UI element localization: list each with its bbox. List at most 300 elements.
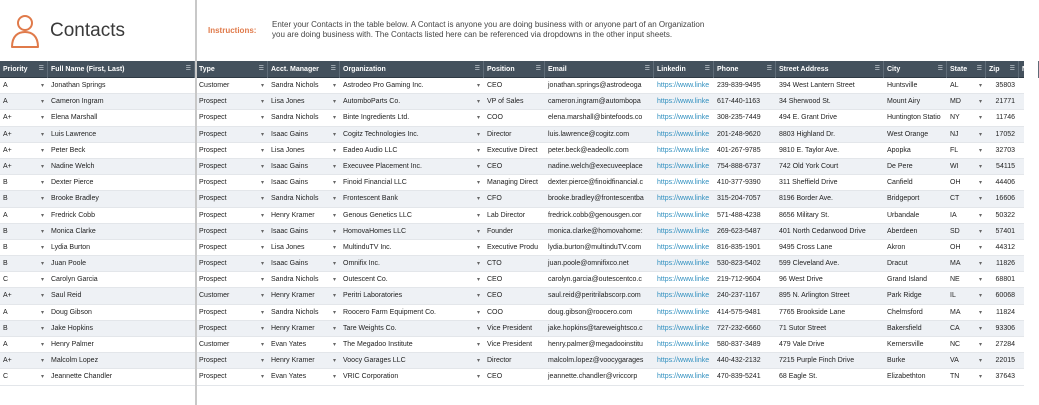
cell-name[interactable]: [48, 288, 195, 304]
cell-phone[interactable]: [714, 110, 776, 126]
cell-email[interactable]: [545, 127, 654, 143]
cell-type[interactable]: [196, 224, 268, 240]
chevron-down-icon[interactable]: ▾: [332, 83, 336, 89]
cell-state[interactable]: [947, 159, 986, 175]
cell-street[interactable]: [776, 191, 884, 207]
cell-state[interactable]: [947, 94, 986, 110]
chevron-down-icon[interactable]: ▾: [978, 342, 982, 348]
cell-linkedin[interactable]: [654, 321, 714, 337]
chevron-down-icon[interactable]: ▾: [476, 228, 480, 235]
filter-icon[interactable]: ☰: [38, 66, 44, 72]
chevron-down-icon[interactable]: ▾: [332, 325, 336, 332]
filter-icon[interactable]: ☰: [330, 66, 336, 72]
cell-street[interactable]: [776, 288, 884, 304]
cell-city[interactable]: [884, 337, 947, 353]
chevron-down-icon[interactable]: ▾: [332, 277, 336, 284]
cell-email[interactable]: [545, 369, 654, 385]
chevron-down-icon[interactable]: ▾: [332, 115, 336, 122]
filter-icon[interactable]: ☰: [976, 66, 982, 72]
cell-phone[interactable]: [714, 78, 776, 94]
chevron-down-icon[interactable]: ▾: [40, 309, 44, 316]
cell-type[interactable]: [196, 256, 268, 272]
cell-email[interactable]: [545, 256, 654, 272]
cell-state[interactable]: [947, 321, 986, 337]
cell-street[interactable]: [776, 127, 884, 143]
chevron-down-icon[interactable]: ▾: [978, 374, 982, 381]
cell-priority[interactable]: [0, 127, 48, 143]
cell-email[interactable]: [545, 191, 654, 207]
cell-email[interactable]: [545, 78, 654, 94]
column-header-org[interactable]: [340, 61, 484, 78]
cell-email[interactable]: [545, 110, 654, 126]
cell-name[interactable]: [48, 321, 195, 337]
cell-state[interactable]: [947, 256, 986, 272]
cell-phone[interactable]: [714, 369, 776, 385]
chevron-down-icon[interactable]: ▾: [476, 163, 480, 170]
cell-state[interactable]: [947, 224, 986, 240]
cell-state[interactable]: [947, 240, 986, 256]
cell-manager[interactable]: [268, 305, 340, 321]
chevron-down-icon[interactable]: ▾: [260, 261, 264, 268]
cell-state[interactable]: [947, 208, 986, 224]
chevron-down-icon[interactable]: ▾: [332, 342, 336, 348]
chevron-down-icon[interactable]: ▾: [476, 180, 480, 187]
cell-position[interactable]: [484, 288, 545, 304]
cell-priority[interactable]: [0, 240, 48, 256]
cell-linkedin[interactable]: [654, 127, 714, 143]
cell-phone[interactable]: [714, 256, 776, 272]
table-row[interactable]: [0, 78, 1024, 94]
cell-name[interactable]: [48, 143, 195, 159]
cell-name[interactable]: [48, 256, 195, 272]
cell-zip[interactable]: [986, 272, 1019, 288]
cell-name[interactable]: [48, 175, 195, 191]
chevron-down-icon[interactable]: ▾: [260, 244, 264, 251]
chevron-down-icon[interactable]: ▾: [40, 212, 44, 219]
cell-org[interactable]: [340, 224, 484, 240]
chevron-down-icon[interactable]: ▾: [260, 309, 264, 316]
cell-state[interactable]: [947, 78, 986, 94]
cell-phone[interactable]: [714, 337, 776, 353]
cell-state[interactable]: [947, 143, 986, 159]
chevron-down-icon[interactable]: ▾: [260, 196, 264, 203]
cell-state[interactable]: [947, 127, 986, 143]
cell-position[interactable]: [484, 369, 545, 385]
cell-priority[interactable]: [0, 143, 48, 159]
cell-priority[interactable]: [0, 321, 48, 337]
cell-city[interactable]: [884, 110, 947, 126]
chevron-down-icon[interactable]: ▾: [978, 163, 982, 170]
cell-type[interactable]: [196, 305, 268, 321]
chevron-down-icon[interactable]: ▾: [476, 325, 480, 332]
table-row[interactable]: [0, 143, 1024, 159]
cell-zip[interactable]: [986, 321, 1019, 337]
cell-phone[interactable]: [714, 240, 776, 256]
cell-manager[interactable]: [268, 272, 340, 288]
cell-phone[interactable]: [714, 127, 776, 143]
chevron-down-icon[interactable]: ▾: [332, 293, 336, 300]
filter-icon[interactable]: ☰: [535, 66, 541, 72]
chevron-down-icon[interactable]: ▾: [978, 131, 982, 138]
chevron-down-icon[interactable]: ▾: [476, 309, 480, 316]
cell-org[interactable]: [340, 305, 484, 321]
cell-city[interactable]: [884, 143, 947, 159]
cell-position[interactable]: [484, 208, 545, 224]
cell-city[interactable]: [884, 94, 947, 110]
filter-icon[interactable]: ☰: [644, 66, 650, 72]
table-row[interactable]: [0, 159, 1024, 175]
cell-org[interactable]: [340, 143, 484, 159]
cell-city[interactable]: [884, 78, 947, 94]
cell-manager[interactable]: [268, 127, 340, 143]
cell-email[interactable]: [545, 94, 654, 110]
chevron-down-icon[interactable]: ▾: [332, 309, 336, 316]
cell-type[interactable]: [196, 110, 268, 126]
table-row[interactable]: [0, 337, 1024, 353]
cell-priority[interactable]: [0, 305, 48, 321]
cell-email[interactable]: [545, 305, 654, 321]
cell-email[interactable]: [545, 272, 654, 288]
cell-zip[interactable]: [986, 305, 1019, 321]
cell-state[interactable]: [947, 305, 986, 321]
cell-manager[interactable]: [268, 337, 340, 353]
cell-linkedin[interactable]: [654, 288, 714, 304]
chevron-down-icon[interactable]: ▾: [476, 293, 480, 300]
chevron-down-icon[interactable]: ▾: [40, 131, 44, 138]
chevron-down-icon[interactable]: ▾: [978, 99, 982, 106]
cell-email[interactable]: [545, 208, 654, 224]
filter-icon[interactable]: ☰: [937, 66, 943, 72]
table-row[interactable]: [0, 288, 1024, 304]
cell-type[interactable]: [196, 159, 268, 175]
cell-type[interactable]: [196, 143, 268, 159]
cell-zip[interactable]: [986, 143, 1019, 159]
cell-street[interactable]: [776, 143, 884, 159]
chevron-down-icon[interactable]: ▾: [332, 358, 336, 365]
cell-street[interactable]: [776, 224, 884, 240]
cell-linkedin[interactable]: [654, 94, 714, 110]
cell-org[interactable]: [340, 175, 484, 191]
chevron-down-icon[interactable]: ▾: [978, 309, 982, 316]
chevron-down-icon[interactable]: ▾: [40, 342, 44, 348]
chevron-down-icon[interactable]: ▾: [476, 261, 480, 268]
cell-manager[interactable]: [268, 191, 340, 207]
cell-priority[interactable]: [0, 337, 48, 353]
chevron-down-icon[interactable]: ▾: [978, 244, 982, 251]
filter-icon[interactable]: ☰: [704, 66, 710, 72]
cell-email[interactable]: [545, 288, 654, 304]
cell-org[interactable]: [340, 191, 484, 207]
cell-position[interactable]: [484, 305, 545, 321]
chevron-down-icon[interactable]: ▾: [260, 342, 264, 348]
cell-org[interactable]: [340, 337, 484, 353]
cell-position[interactable]: [484, 175, 545, 191]
cell-position[interactable]: [484, 94, 545, 110]
column-header-type[interactable]: [196, 61, 268, 78]
chevron-down-icon[interactable]: ▾: [40, 293, 44, 300]
cell-zip[interactable]: [986, 159, 1019, 175]
chevron-down-icon[interactable]: ▾: [260, 147, 264, 154]
cell-zip[interactable]: [986, 208, 1019, 224]
chevron-down-icon[interactable]: ▾: [332, 180, 336, 187]
chevron-down-icon[interactable]: ▾: [476, 212, 480, 219]
cell-manager[interactable]: [268, 175, 340, 191]
cell-phone[interactable]: [714, 208, 776, 224]
cell-street[interactable]: [776, 78, 884, 94]
cell-phone[interactable]: [714, 272, 776, 288]
chevron-down-icon[interactable]: ▾: [40, 196, 44, 203]
cell-phone[interactable]: [714, 224, 776, 240]
table-row[interactable]: [0, 369, 1024, 385]
cell-phone[interactable]: [714, 159, 776, 175]
cell-linkedin[interactable]: [654, 143, 714, 159]
column-header-zip[interactable]: [986, 61, 1019, 78]
column-header-phone[interactable]: [714, 61, 776, 78]
column-header-state[interactable]: [947, 61, 986, 78]
cell-linkedin[interactable]: [654, 224, 714, 240]
cell-state[interactable]: [947, 353, 986, 369]
column-header-street[interactable]: [776, 61, 884, 78]
chevron-down-icon[interactable]: ▾: [332, 163, 336, 170]
cell-email[interactable]: [545, 337, 654, 353]
chevron-down-icon[interactable]: ▾: [332, 131, 336, 138]
cell-manager[interactable]: [268, 208, 340, 224]
chevron-down-icon[interactable]: ▾: [978, 261, 982, 268]
chevron-down-icon[interactable]: ▾: [978, 115, 982, 122]
filter-icon[interactable]: ☰: [1009, 66, 1015, 72]
cell-manager[interactable]: [268, 353, 340, 369]
chevron-down-icon[interactable]: ▾: [476, 131, 480, 138]
chevron-down-icon[interactable]: ▾: [476, 342, 480, 348]
chevron-down-icon[interactable]: ▾: [40, 99, 44, 106]
chevron-down-icon[interactable]: ▾: [260, 212, 264, 219]
cell-phone[interactable]: [714, 191, 776, 207]
chevron-down-icon[interactable]: ▾: [40, 147, 44, 154]
cell-zip[interactable]: [986, 337, 1019, 353]
cell-state[interactable]: [947, 175, 986, 191]
cell-org[interactable]: [340, 94, 484, 110]
cell-linkedin[interactable]: [654, 110, 714, 126]
freeze-pane-divider[interactable]: [195, 0, 197, 405]
cell-org[interactable]: [340, 240, 484, 256]
table-row[interactable]: [0, 110, 1024, 126]
chevron-down-icon[interactable]: ▾: [260, 131, 264, 138]
cell-zip[interactable]: [986, 127, 1019, 143]
cell-linkedin[interactable]: [654, 159, 714, 175]
chevron-down-icon[interactable]: ▾: [260, 325, 264, 332]
table-row[interactable]: [0, 256, 1024, 272]
filter-icon[interactable]: ☰: [766, 66, 772, 72]
cell-linkedin[interactable]: [654, 337, 714, 353]
cell-priority[interactable]: [0, 369, 48, 385]
table-row[interactable]: [0, 240, 1024, 256]
chevron-down-icon[interactable]: ▾: [978, 277, 982, 284]
cell-zip[interactable]: [986, 353, 1019, 369]
cell-org[interactable]: [340, 272, 484, 288]
cell-org[interactable]: [340, 353, 484, 369]
chevron-down-icon[interactable]: ▾: [332, 212, 336, 219]
chevron-down-icon[interactable]: ▾: [978, 196, 982, 203]
cell-street[interactable]: [776, 175, 884, 191]
cell-city[interactable]: [884, 224, 947, 240]
chevron-down-icon[interactable]: ▾: [260, 180, 264, 187]
filter-icon[interactable]: ☰: [258, 66, 264, 72]
table-row[interactable]: [0, 224, 1024, 240]
cell-zip[interactable]: [986, 288, 1019, 304]
cell-email[interactable]: [545, 240, 654, 256]
cell-position[interactable]: [484, 159, 545, 175]
cell-type[interactable]: [196, 175, 268, 191]
chevron-down-icon[interactable]: ▾: [260, 115, 264, 122]
cell-city[interactable]: [884, 288, 947, 304]
cell-linkedin[interactable]: [654, 175, 714, 191]
cell-manager[interactable]: [268, 78, 340, 94]
cell-state[interactable]: [947, 337, 986, 353]
cell-linkedin[interactable]: [654, 191, 714, 207]
cell-name[interactable]: [48, 127, 195, 143]
chevron-down-icon[interactable]: ▾: [40, 261, 44, 268]
cell-street[interactable]: [776, 353, 884, 369]
filter-icon[interactable]: ☰: [185, 66, 191, 72]
cell-linkedin[interactable]: [654, 240, 714, 256]
column-header-manager[interactable]: [268, 61, 340, 78]
cell-city[interactable]: [884, 369, 947, 385]
cell-priority[interactable]: [0, 224, 48, 240]
cell-name[interactable]: [48, 78, 195, 94]
cell-state[interactable]: [947, 191, 986, 207]
cell-phone[interactable]: [714, 288, 776, 304]
cell-email[interactable]: [545, 143, 654, 159]
cell-org[interactable]: [340, 208, 484, 224]
chevron-down-icon[interactable]: ▾: [476, 83, 480, 89]
cell-state[interactable]: [947, 288, 986, 304]
cell-org[interactable]: [340, 78, 484, 94]
cell-position[interactable]: [484, 272, 545, 288]
cell-type[interactable]: [196, 127, 268, 143]
chevron-down-icon[interactable]: ▾: [40, 163, 44, 170]
cell-manager[interactable]: [268, 159, 340, 175]
cell-city[interactable]: [884, 175, 947, 191]
cell-street[interactable]: [776, 256, 884, 272]
cell-zip[interactable]: [986, 191, 1019, 207]
cell-state[interactable]: [947, 272, 986, 288]
cell-manager[interactable]: [268, 110, 340, 126]
chevron-down-icon[interactable]: ▾: [40, 180, 44, 187]
cell-street[interactable]: [776, 208, 884, 224]
table-row[interactable]: [0, 175, 1024, 191]
cell-phone[interactable]: [714, 94, 776, 110]
cell-priority[interactable]: [0, 78, 48, 94]
chevron-down-icon[interactable]: ▾: [476, 277, 480, 284]
cell-city[interactable]: [884, 256, 947, 272]
chevron-down-icon[interactable]: ▾: [978, 228, 982, 235]
cell-city[interactable]: [884, 240, 947, 256]
cell-type[interactable]: [196, 288, 268, 304]
cell-zip[interactable]: [986, 94, 1019, 110]
chevron-down-icon[interactable]: ▾: [476, 99, 480, 106]
chevron-down-icon[interactable]: ▾: [40, 277, 44, 284]
cell-city[interactable]: [884, 208, 947, 224]
cell-name[interactable]: [48, 191, 195, 207]
cell-manager[interactable]: [268, 94, 340, 110]
chevron-down-icon[interactable]: ▾: [978, 83, 982, 89]
chevron-down-icon[interactable]: ▾: [260, 293, 264, 300]
cell-name[interactable]: [48, 208, 195, 224]
cell-org[interactable]: [340, 159, 484, 175]
cell-position[interactable]: [484, 321, 545, 337]
table-row[interactable]: [0, 321, 1024, 337]
cell-phone[interactable]: [714, 305, 776, 321]
cell-priority[interactable]: [0, 159, 48, 175]
chevron-down-icon[interactable]: ▾: [260, 358, 264, 365]
chevron-down-icon[interactable]: ▾: [332, 261, 336, 268]
cell-zip[interactable]: [986, 240, 1019, 256]
chevron-down-icon[interactable]: ▾: [40, 115, 44, 122]
cell-type[interactable]: [196, 321, 268, 337]
cell-type[interactable]: [196, 272, 268, 288]
cell-org[interactable]: [340, 288, 484, 304]
table-row[interactable]: [0, 127, 1024, 143]
chevron-down-icon[interactable]: ▾: [978, 325, 982, 332]
cell-linkedin[interactable]: [654, 353, 714, 369]
cell-name[interactable]: [48, 305, 195, 321]
cell-position[interactable]: [484, 143, 545, 159]
cell-org[interactable]: [340, 256, 484, 272]
cell-city[interactable]: [884, 159, 947, 175]
cell-position[interactable]: [484, 353, 545, 369]
cell-position[interactable]: [484, 256, 545, 272]
cell-linkedin[interactable]: [654, 305, 714, 321]
chevron-down-icon[interactable]: ▾: [332, 196, 336, 203]
cell-city[interactable]: [884, 127, 947, 143]
cell-linkedin[interactable]: [654, 369, 714, 385]
cell-position[interactable]: [484, 127, 545, 143]
cell-state[interactable]: [947, 369, 986, 385]
chevron-down-icon[interactable]: ▾: [40, 325, 44, 332]
cell-org[interactable]: [340, 369, 484, 385]
cell-priority[interactable]: [0, 94, 48, 110]
chevron-down-icon[interactable]: ▾: [332, 228, 336, 235]
cell-manager[interactable]: [268, 369, 340, 385]
chevron-down-icon[interactable]: ▾: [260, 228, 264, 235]
cell-zip[interactable]: [986, 369, 1019, 385]
cell-city[interactable]: [884, 272, 947, 288]
cell-manager[interactable]: [268, 321, 340, 337]
cell-type[interactable]: [196, 94, 268, 110]
chevron-down-icon[interactable]: ▾: [260, 99, 264, 106]
cell-type[interactable]: [196, 337, 268, 353]
chevron-down-icon[interactable]: ▾: [476, 196, 480, 203]
chevron-down-icon[interactable]: ▾: [40, 358, 44, 365]
chevron-down-icon[interactable]: ▾: [978, 180, 982, 187]
cell-city[interactable]: [884, 191, 947, 207]
cell-priority[interactable]: [0, 191, 48, 207]
cell-city[interactable]: [884, 353, 947, 369]
cell-linkedin[interactable]: [654, 208, 714, 224]
cell-zip[interactable]: [986, 224, 1019, 240]
cell-manager[interactable]: [268, 288, 340, 304]
chevron-down-icon[interactable]: ▾: [40, 83, 44, 89]
table-row[interactable]: [0, 191, 1024, 207]
cell-priority[interactable]: [0, 288, 48, 304]
cell-type[interactable]: [196, 240, 268, 256]
chevron-down-icon[interactable]: ▾: [332, 99, 336, 106]
cell-position[interactable]: [484, 78, 545, 94]
cell-linkedin[interactable]: [654, 272, 714, 288]
chevron-down-icon[interactable]: ▾: [260, 83, 264, 89]
table-row[interactable]: [0, 353, 1024, 369]
chevron-down-icon[interactable]: ▾: [40, 374, 44, 381]
